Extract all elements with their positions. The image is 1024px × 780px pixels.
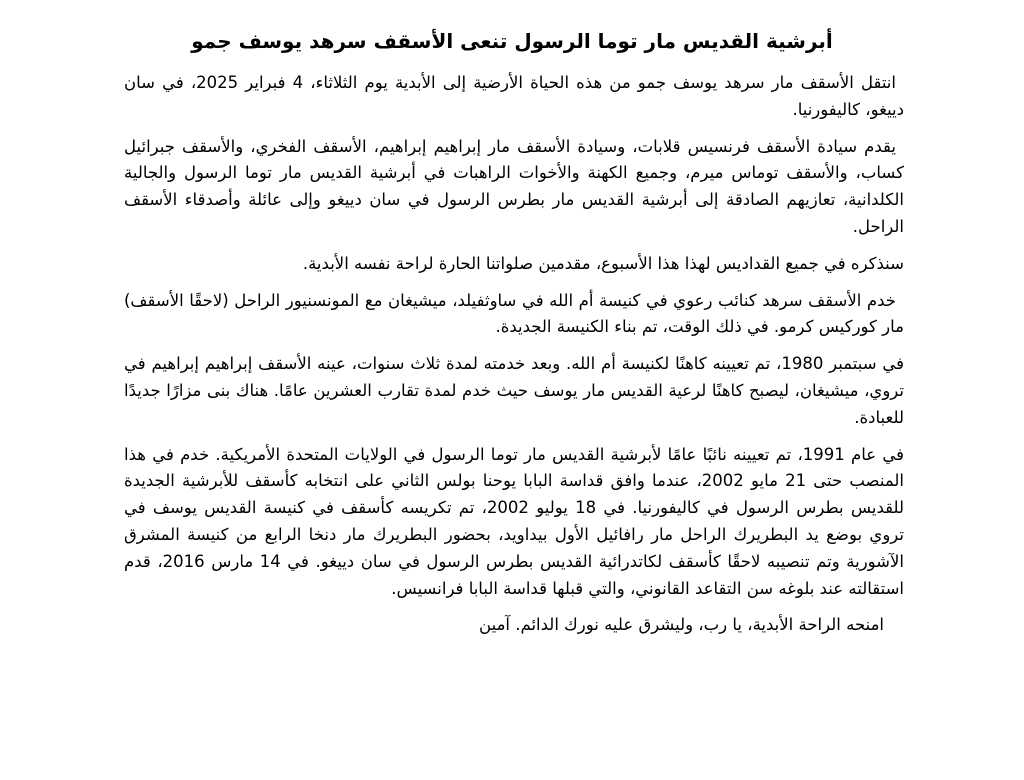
paragraph-death-announcement: انتقل الأسقف مار سرهد يوسف جمو من هذه الحياة الأرضية إلى الأبدية يوم الثلاثاء، 4 فبراير 2025، في سان دييغو، كاليفورنيا. [124,73,904,119]
document-body [124,70,904,649]
paragraph-episcopal-career: في عام 1991، تم تعيينه نائبًا عامًا لأبرشية القديس مار توما الرسول في الولايات المتحدة الأمريكية. خدم في هذا المنصب حتى 21 مايو 2002، عندما وافق قداسة البابا يوحنا بولس الثاني على انتخابه كأسقف للأبرشية الجديدة للقديس بطرس الرسول في كاليفورنيا. في 18 يوليو 2002، تم تكريسه كأسقف في كنيسة القديس يوسف في تروي بوضع يد البطريرك الراحل مار رافائيل الأول بيداويد، بحضور البطريرك مار دنخا الرابع من كنيسة المشرق الآشورية وتم تنصيبه لاحقًا كأسقف لكاتدرائية القديس بطرس الرسول في سان دييغو. في 14 مارس 2016، قدم استقالته عند بلوغه سن التقاعد القانوني، والتي قبلها قداسة البابا فرانسيس. [124,444,905,598]
closing-prayer: امنحه الراحة الأبدية، يا رب، وليشرق عليه نورك الدائم. آمين [479,615,884,635]
paragraph-pastor-appointment: في سبتمبر 1980، تم تعيينه كاهنًا لكنيسة أم الله. وبعد خدمته لمدة ثلاث سنوات، عينه الأسقف إبراهيم إبراهيم في تروي، ميشيغان، ليصبح كاهنًا لرعية القديس مار يوسف حيث خدم لمدة تقارب العشرين عامًا. هناك بنى مزارًا جديدًا للعبادة. [124,354,904,427]
paragraph-condolences: يقدم سيادة الأسقف فرنسيس قلابات، وسيادة الأسقف مار إبراهيم إبراهيم، الأسقف الفخري، والأسقف جبرائيل كساب، والأسقف توماس ميرم، وجميع الكهنة والأخوات الراهبات في أبرشية القديس مار توما الرسول والجالية الكلدانية، تعازيهم الصادقة إلى أبرشية القديس مار بطرس الرسول في سان دييغو وإلى عائلة وأصدقاء الأسقف الراحل. [124,136,904,236]
paragraph-early-service: خدم الأسقف سرهد كنائب رعوي في كنيسة أم الله في ساوثفيلد، ميشيغان مع المونسنيور الراحل (لاحقًا الأسقف) مار كوركيس كرمو. في ذلك الوقت، تم بناء الكنيسة الجديدة. [124,290,904,337]
paragraph-remembrance: سنذكره في جميع القداديس لهذا هذا الأسبوع، مقدمين صلواتنا الحارة لراحة نفسه الأبدية. [302,253,904,273]
document-title: أبرشية القديس مار توما الرسول تنعى الأسقف سرهد يوسف جمو [191,29,833,53]
